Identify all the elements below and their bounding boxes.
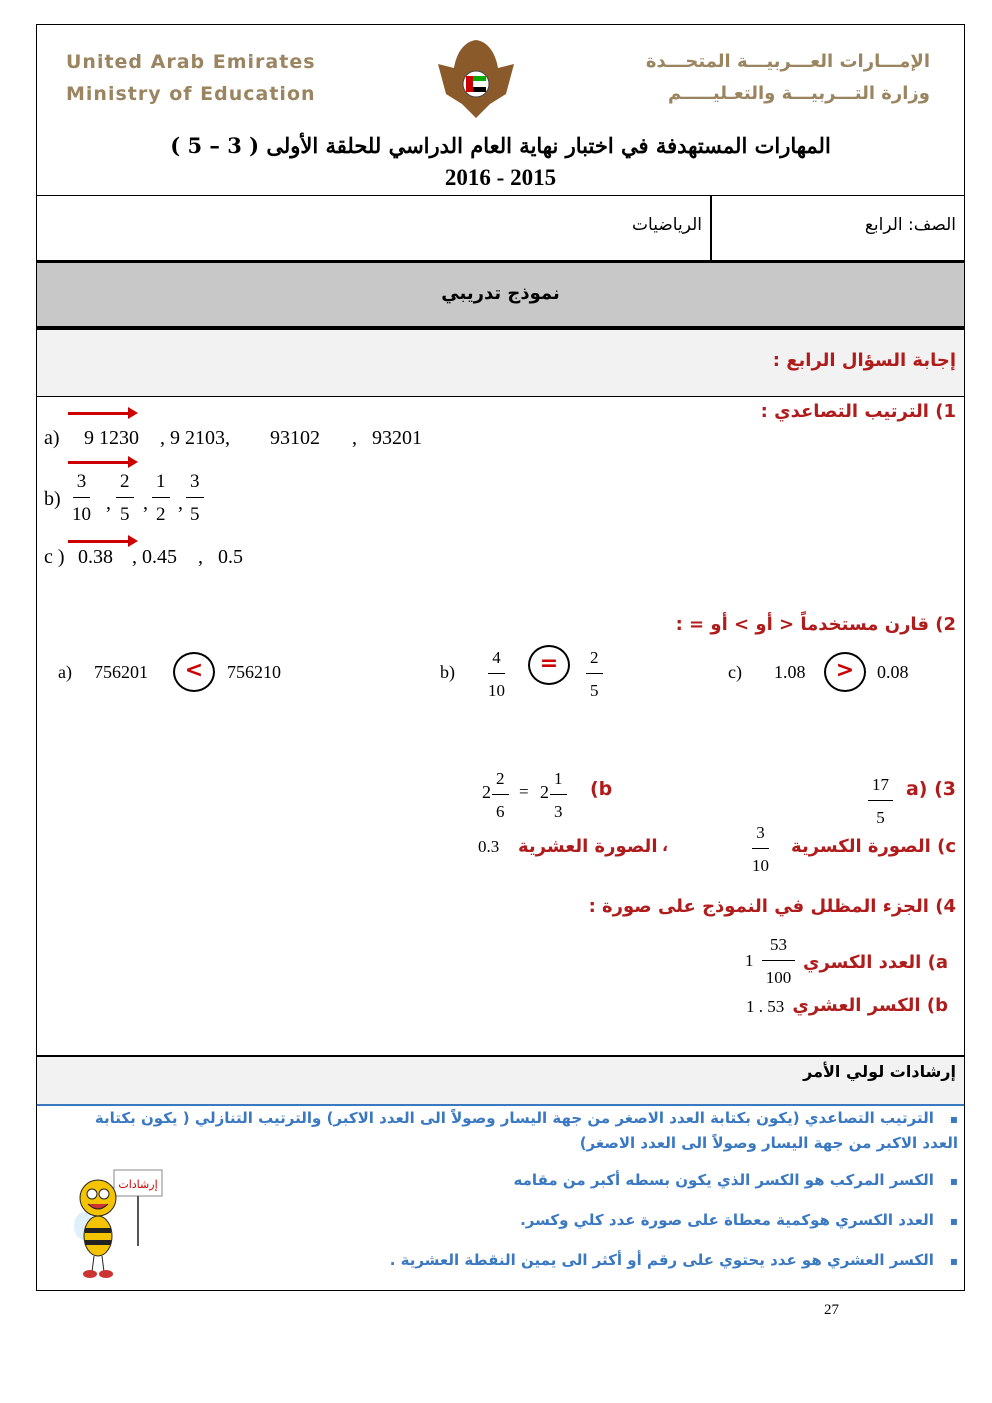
bee-mascot-icon: [70, 1168, 170, 1280]
ar-line1: الإمـــارات العـــربيـــة المتحـــدة: [645, 51, 930, 72]
numerator: 3: [73, 471, 91, 498]
numerator: 17: [868, 774, 893, 801]
q2b-label: b): [440, 662, 455, 682]
subject-label: الرياضيات: [632, 215, 702, 235]
guidance-item: ▪ الترتيب التصاعدي (يكون بكتابة العدد الاصغر من جهة اليسار وصولاً الى العدد الاكبر) والترتيب التنازلي ( يكون بكتابة العدد الاكبر من جهة اليسار وصولاً الى العدد الاصغر): [78, 1106, 958, 1155]
guidance-item: ▪ الكسر المركب هو الكسر الذي يكون بسطه أكبر من مقامه: [514, 1168, 958, 1193]
numerator: 1: [152, 471, 170, 498]
q2a-right: 756210: [227, 662, 281, 682]
q2c-left: 1.08: [774, 662, 806, 682]
comma: ،: [662, 836, 669, 855]
svg-text:إرشادات: إرشادات: [118, 1178, 158, 1191]
fraction: [752, 822, 769, 877]
q1c-label: c ): [44, 546, 65, 568]
denominator: 100: [765, 968, 792, 987]
uae-emblem-icon: [432, 34, 520, 122]
q3b-label: (b: [590, 778, 613, 800]
q2b-sign: =: [528, 645, 570, 685]
q1c-value: 0.5: [218, 546, 243, 568]
doc-year: 2016 - 2015: [444, 165, 557, 190]
page-number: 27: [824, 1302, 839, 1318]
denominator: 10: [488, 681, 505, 700]
q4a-label: a) العدد الكسري: [802, 952, 948, 973]
denominator: 5: [190, 504, 200, 525]
q1c-value: 0.38: [78, 546, 113, 568]
doc-title: المهارات المستهدفة في اختبار نهاية العام الدراسي للحلقة الأولى ( 3 – 5 ): [170, 133, 831, 158]
whole: 1: [745, 951, 754, 970]
q2-title: 2) قارن مستخدماً < أو > أو = :: [675, 614, 956, 635]
q2a-sign: <: [173, 652, 215, 692]
numerator: 53: [762, 934, 795, 961]
q3a-label: 3) (a: [905, 778, 956, 800]
document-page: United Arab Emirates Ministry of Education الإمـــارات العـــربيـــة المتحـــدة وزارة التـــربيـــة والتعـليـــــم المهارات المستهدفة في اختبار نهاية العام الدراسي للحلقة الأولى ( 3 – 5 ) 2016 - 2015 الصف: الرابع الرياضيات نموذج تدريبي إجابة السؤال الرابع : 1) الترتيب التصاعدي : a) 9 1230 , 9 2103, 93102 , 93201 b) $\frac{3}{10}$ , $\frac{2}{5}$ , $\frac{1}{2}$ , $\frac{3}{5}$ c ) 0.38 , 0.45 , 0.5 2) قارن مستخدماً < أو > أو = : a) 756201 < 756210 b) $\frac{4}{10}$ = $\frac{2}{5}$ c) 1.08 > 0.08 3) (a $\frac{17}{5}$ (b 2 $\frac{2}{6}$ = 2 $\frac{1}{3}$ c) الصورة الكسرية $\frac{3}{10}$ ، الصورة العشرية 0.3 4) الجزء المظلل في النموذج على صورة : a) العدد الكسري 1 $\frac{53}{100}$ b) الكسر العشري 1 . 53 إرشادات لولي الأمر ▪ الترتيب التصاعدي (يكون بكتابة العدد الاصغر من جهة اليسار وصولاً الى العدد الاكبر) والترتيب التنازلي ( يكون بكتابة العدد الاكبر من جهة اليسار وصولاً الى العدد الاصغر) ▪ الكسر المركب هو الكسر الذي يكون بسطه أكبر من مقامه ▪ العدد الكسري هوكمية معطاة على صورة عدد كلي وكسر. ▪ الكسر العشري هو عدد يحتوي على رقم أو أكثر الى يمين النقطة العشرية . إرشادات 27: [0, 0, 992, 1403]
ministry-ar: [646, 46, 930, 110]
fraction: [488, 647, 505, 702]
q1-title: 1) الترتيب التصاعدي :: [760, 401, 956, 422]
denominator: 10: [752, 856, 769, 875]
numerator: 3: [186, 471, 204, 498]
divider: [710, 195, 712, 262]
numerator: 2: [492, 768, 509, 795]
banner-text: نموذج تدريبي: [441, 283, 560, 304]
numerator: 4: [488, 647, 505, 674]
denominator: 5: [120, 504, 130, 525]
q1c-sep: ,: [198, 546, 203, 568]
arrow-right-icon: [68, 461, 130, 464]
ar-line2: وزارة التـــربيـــة والتعـليـــــم: [667, 83, 930, 104]
q1a-value: 93102: [270, 427, 320, 449]
ministry-en: [66, 46, 316, 110]
q3-decimal-label: الصورة العشرية: [518, 836, 658, 857]
q1a-value: , 9 2103,: [160, 427, 230, 449]
numerator: 3: [752, 822, 769, 849]
fraction: [116, 471, 134, 526]
q1a-value: 93201: [372, 427, 422, 449]
arrow-right-icon: [68, 412, 130, 415]
denominator: 5: [876, 808, 885, 827]
q1c-value: , 0.45: [132, 546, 177, 568]
denominator: 5: [590, 681, 599, 700]
equals: =: [519, 782, 529, 801]
guidance-item: ▪ العدد الكسري هوكمية معطاة على صورة عدد كلي وكسر.: [520, 1208, 958, 1233]
q4-title: 4) الجزء المظلل في النموذج على صورة :: [588, 896, 956, 917]
en-line1: United Arab Emirates: [66, 51, 316, 73]
q2a-label: a): [58, 662, 72, 682]
fraction: [586, 647, 603, 702]
q1a-label: a): [44, 427, 60, 449]
fraction: [186, 471, 204, 526]
q2c-sign: >: [824, 652, 866, 692]
q1a-sep: ,: [352, 427, 357, 449]
en-line2: Ministry of Education: [66, 83, 316, 105]
denominator: 2: [156, 504, 166, 525]
arrow-right-icon: [68, 540, 130, 543]
guidance-item: ▪ الكسر العشري هو عدد يحتوي على رقم أو أكثر الى يمين النقطة العشرية .: [390, 1248, 958, 1273]
denominator: 6: [496, 802, 505, 821]
fraction: [762, 934, 795, 989]
numerator: 2: [116, 471, 134, 498]
q2c-label: c): [728, 662, 742, 682]
denominator: 3: [554, 802, 563, 821]
denominator: 10: [72, 504, 91, 525]
fraction: [492, 768, 509, 823]
fraction: [152, 471, 170, 526]
q2a-left: 756201: [94, 662, 148, 682]
whole: 2: [540, 782, 549, 802]
grade-label: الصف: الرابع: [864, 215, 956, 235]
numerator: 1: [550, 768, 567, 795]
q1b-label: b): [44, 488, 61, 510]
fraction: [868, 774, 893, 829]
section-title: إجابة السؤال الرابع :: [772, 350, 956, 371]
fraction: [550, 768, 567, 823]
info-row: [36, 195, 965, 263]
q2c-right: 0.08: [877, 662, 909, 682]
q3c-label: c) الصورة الكسرية: [791, 836, 956, 857]
q1a-value: 9 1230: [84, 427, 139, 449]
whole: 2: [482, 782, 491, 802]
parents-title: إرشادات لولي الأمر: [803, 1062, 956, 1081]
q3-decimal-value: 0.3: [478, 837, 500, 856]
numerator: 2: [586, 647, 603, 674]
q4b-value: 1 . 53: [746, 997, 785, 1016]
q4b-label: b) الكسر العشري: [792, 995, 948, 1016]
fraction: [72, 471, 91, 526]
